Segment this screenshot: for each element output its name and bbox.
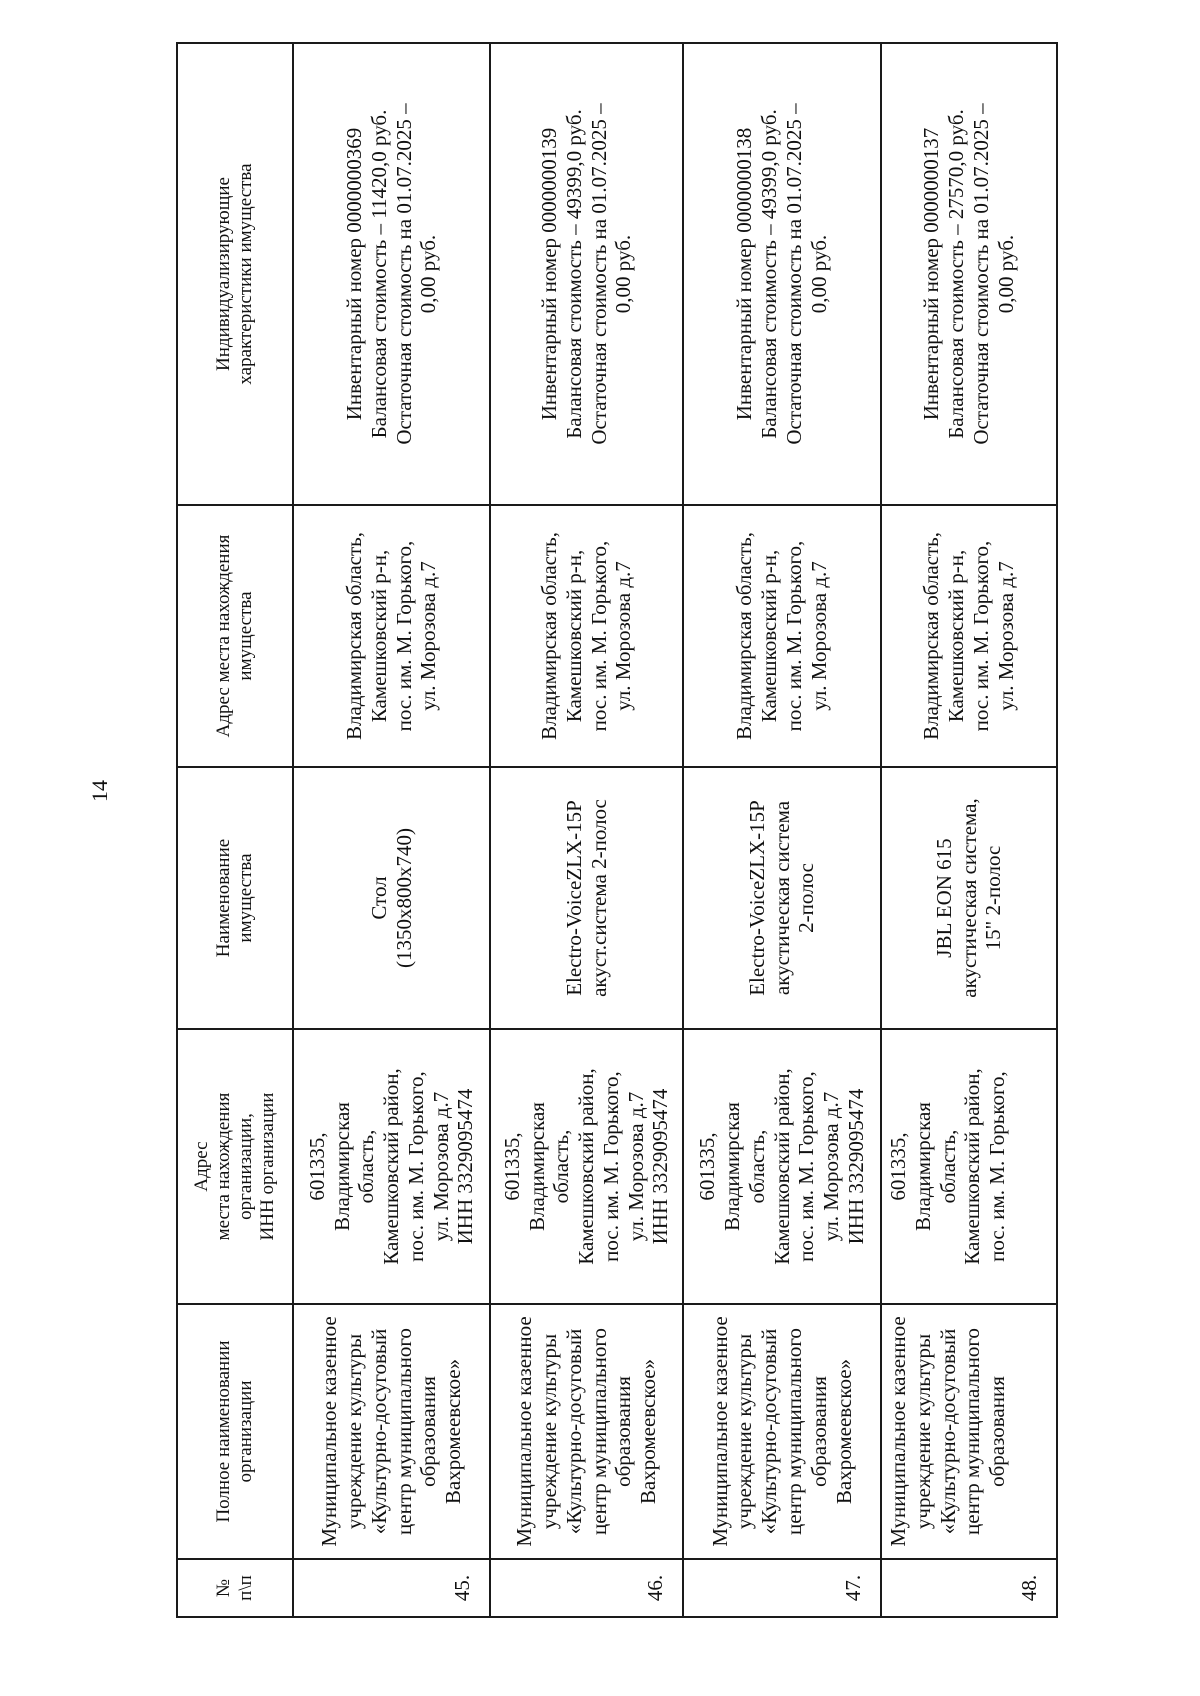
property-address: Владимирская область, Камешковский р-н, пос. им. М. Горького, ул. Морозова д.7 [683, 505, 881, 767]
organization-address: 601335, Владимирская область, Камешковский район, пос. им. М. Горького, ул. Морозова д.7 ИНН 3329095474 [490, 1029, 683, 1304]
property-characteristics: Инвентарный номер 0000000138 Балансовая стоимость – 49399,0 руб. Остаточная стоимость на 01.07.2025 – 0,00 руб. [683, 43, 881, 505]
header-organization-address: Адрес места нахождения организации, ИНН организации [177, 1029, 293, 1304]
property-name: Electro-VoiceZLX-15P акустическая система 2-полос [683, 767, 881, 1029]
property-characteristics: Инвентарный номер 0000000369 Балансовая стоимость – 11420,0 руб. Остаточная стоимость на 01.07.2025 – 0,00 руб. [293, 43, 490, 505]
organization-name: Муниципальное казенное учреждение культуры «Культурно-досуговый центр муниципального образования Вахромеевское» [293, 1304, 490, 1559]
row-number: 45. [293, 1559, 490, 1617]
property-address: Владимирская область, Камешковский р-н, пос. им. М. Горького, ул. Морозова д.7 [881, 505, 1057, 767]
table-row [490, 43, 683, 1617]
property-name: Стол (1350х800х740) [293, 767, 490, 1029]
property-name: JBL EON 615 акустическая система, 15" 2-полос [881, 767, 1057, 1029]
table-row [293, 43, 490, 1617]
row-number: 47. [683, 1559, 881, 1617]
property-address: Владимирская область, Камешковский р-н, пос. им. М. Горького, ул. Морозова д.7 [293, 505, 490, 767]
organization-name: Муниципальное казенное учреждение культуры «Культурно-досуговый центр муниципального образования Вахромеевское» [490, 1304, 683, 1559]
property-table [176, 42, 1058, 1618]
property-characteristics: Инвентарный номер 0000000137 Балансовая стоимость – 27570,0 руб. Остаточная стоимость на 01.07.2025 – 0,00 руб. [881, 43, 1057, 505]
table-row [683, 43, 881, 1617]
property-table-container [176, 44, 1056, 1618]
header-organization-name: Полное наименовании организации [177, 1304, 293, 1559]
row-number: 48. [881, 1559, 1057, 1617]
organization-name: Муниципальное казенное учреждение культуры «Культурно-досуговый центр муниципального образования [881, 1304, 1057, 1559]
row-number: 46. [490, 1559, 683, 1617]
property-characteristics: Инвентарный номер 0000000139 Балансовая стоимость – 49399,0 руб. Остаточная стоимость на 01.07.2025 – 0,00 руб. [490, 43, 683, 505]
table-row [881, 43, 1057, 1617]
organization-address: 601335, Владимирская область, Камешковский район, пос. им. М. Горького, ул. Морозова д.7 ИНН 3329095474 [293, 1029, 490, 1304]
header-number: № п\п [177, 1559, 293, 1617]
header-property-characteristics: Индивидуализирующие характеристики имущества [177, 43, 293, 505]
table-header-row [177, 43, 293, 1617]
organization-address: 601335, Владимирская область, Камешковский район, пос. им. М. Горького, ул. Морозова д.7 ИНН 3329095474 [683, 1029, 881, 1304]
property-name: Electro-VoiceZLX-15P акуст.система 2-полос [490, 767, 683, 1029]
header-property-address: Адрес места нахождения имущества [177, 505, 293, 767]
organization-address: 601335, Владимирская область, Камешковский район, пос. им. М. Горького, [881, 1029, 1057, 1304]
page-number: 14 [87, 780, 112, 802]
header-property-name: Наименование имущества [177, 767, 293, 1029]
organization-name: Муниципальное казенное учреждение культуры «Культурно-досуговый центр муниципального образования Вахромеевское» [683, 1304, 881, 1559]
property-address: Владимирская область, Камешковский р-н, пос. им. М. Горького, ул. Морозова д.7 [490, 505, 683, 767]
rotated-table-frame [176, 44, 1056, 1618]
